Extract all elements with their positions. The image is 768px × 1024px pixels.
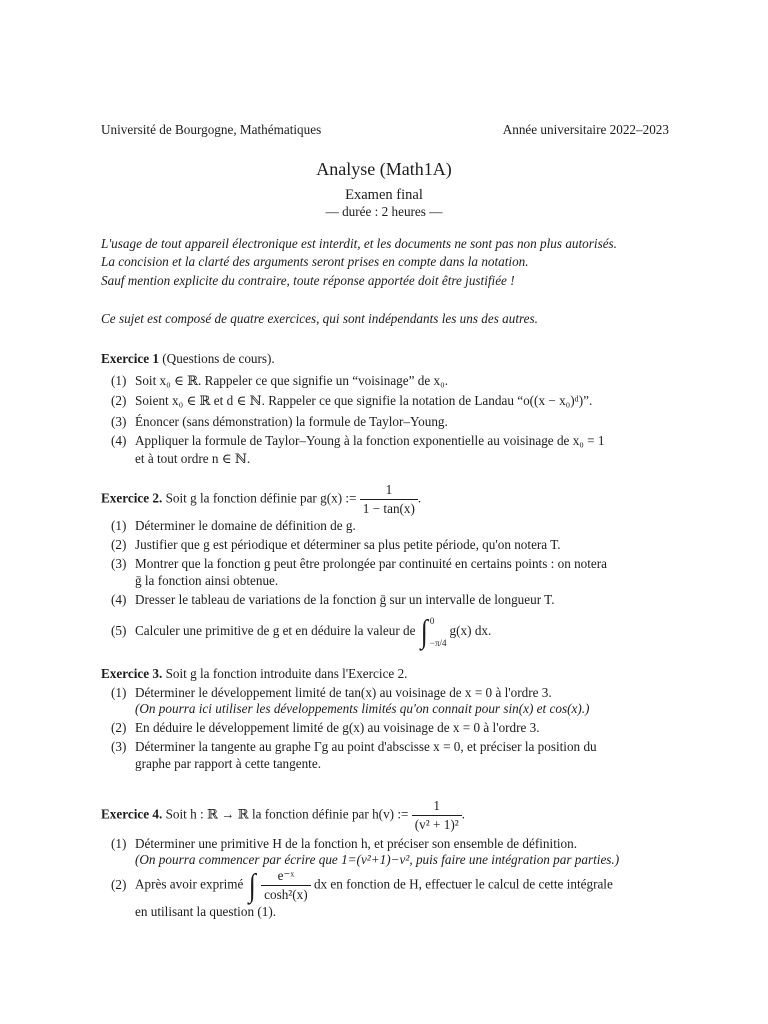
exercise-title: Exercice 3. [101, 666, 163, 681]
question-item: (2) Justifier que g est périodique et déterminer sa plus petite période, qu'on notera T. [111, 537, 561, 552]
academic-year: Année universitaire 2022–2023 [502, 122, 669, 137]
exam-title: Analyse (Math1A) [316, 159, 452, 179]
question-item: (3) Montrer que la fonction g peut être prolongée par continuité en certains points : on notera [111, 556, 608, 571]
question-continuation: et à tout ordre n ∈ ℕ. [135, 451, 251, 466]
question-note: (On pourra commencer par écrire que 1=(v²+1)−v², puis faire une intégration par parties.) [135, 852, 620, 867]
exercise-title: Exercice 4. [101, 806, 163, 822]
question-item: (1) Soit x₀ ∈ ℝ. Rappeler ce que signifie un “voisinage” de x₀. [111, 373, 449, 388]
question-item: (4) Dresser le tableau de variations de la fonction ḡ sur un intervalle de longueur T. [111, 592, 555, 607]
question-item: (3) Énoncer (sans démonstration) la formule de Taylor–Young. [111, 414, 448, 429]
integral-limits: 0 −π/4 [429, 616, 447, 648]
fraction: $\frac{1}{1 - \tan(x)}$ [360, 482, 418, 517]
question-note: (On pourra ici utiliser les développements limités qu'on connait pour sin(x) et cos(x).) [135, 701, 590, 716]
fraction: $\frac{\text{e⁻ˣ}}{\text{cosh²(x)}}$ [261, 868, 311, 903]
exercise-title: Exercice 1 [101, 351, 159, 366]
question-item: (1) Déterminer le développement limité de tan(x) au voisinage de x = 0 à l'ordre 3. [111, 685, 552, 700]
question-item: (2) En déduire le développement limité de g(x) au voisinage de x = 0 à l'ordre 3. [111, 720, 540, 735]
question-item: (1) Déterminer le domaine de définition de g. [111, 518, 356, 533]
question-item: (2) Soient x₀ ∈ ℝ et d ∈ ℕ. Rappeler ce que signifie la notation de Landau “o((x − x₀)ᵈ)”. [111, 393, 593, 408]
question-continuation: ḡ la fonction ainsi obtenue. [135, 573, 279, 588]
exam-duration: — durée : 2 heures — [325, 204, 443, 219]
exercise-title: Exercice 2. [101, 490, 163, 506]
question-item: (2) Après avoir exprimé ∫ $\frac{\text{e⁻ˣ}}{\text{cosh²(x)}}$ dx en fonction de H, effectuer le calcul de cette intégrale [111, 868, 613, 903]
question-item: (5) Calculer une primitive de g et en déduire la valeur de ∫ 0 −π/4 g(x) dx. [111, 610, 491, 654]
question-continuation: en utilisant la question (1). [135, 904, 277, 919]
question-item: (3) Déterminer la tangente au graphe Γg au point d'abscisse x = 0, et préciser la position du [111, 739, 597, 754]
question-continuation: graphe par rapport à cette tangente. [135, 756, 321, 771]
question-item: (1) Déterminer une primitive H de la fonction h, et préciser son ensemble de définition. [111, 836, 578, 851]
integral-sign: ∫ [420, 613, 428, 650]
instruction-line: Sauf mention explicite du contraire, toute réponse apportée doit être justifiée ! [101, 273, 515, 288]
integral-sign: ∫ [248, 867, 256, 904]
exercise-2-heading: Exercice 2. Soit g la fonction définie par g(x) := $\frac{1}{1 - \tan(x)}$ . [101, 482, 422, 517]
exam-intro: Ce sujet est composé de quatre exercices, qui sont indépendants les uns des autres. [101, 311, 538, 326]
exercise-subtitle: (Questions de cours). [162, 351, 275, 366]
exercise-1-heading [101, 351, 275, 367]
fraction: $\frac{1}{\text{(v² + 1)²}}$ [412, 798, 462, 833]
exam-subtitle: Examen final [345, 187, 423, 203]
instruction-line: La concision et la clarté des arguments seront prises en compte dans la notation. [101, 254, 529, 269]
exercise-3-heading: Exercice 3. Soit g la fonction introduite dans l'Exercice 2. [101, 666, 408, 681]
university-header: Université de Bourgogne, Mathématiques [101, 122, 322, 137]
exercise-4-heading: Exercice 4. Soit h : ℝ → ℝ la fonction définie par h(v) := $\frac{1}{\text{(v² + 1)²}}$ . [101, 798, 465, 833]
question-item: (4) Appliquer la formule de Taylor–Young à la fonction exponentielle au voisinage de x₀ = 1 [111, 433, 605, 448]
instruction-line: L'usage de tout appareil électronique est interdit, et les documents ne sont pas non plus autorisés. [101, 236, 617, 251]
